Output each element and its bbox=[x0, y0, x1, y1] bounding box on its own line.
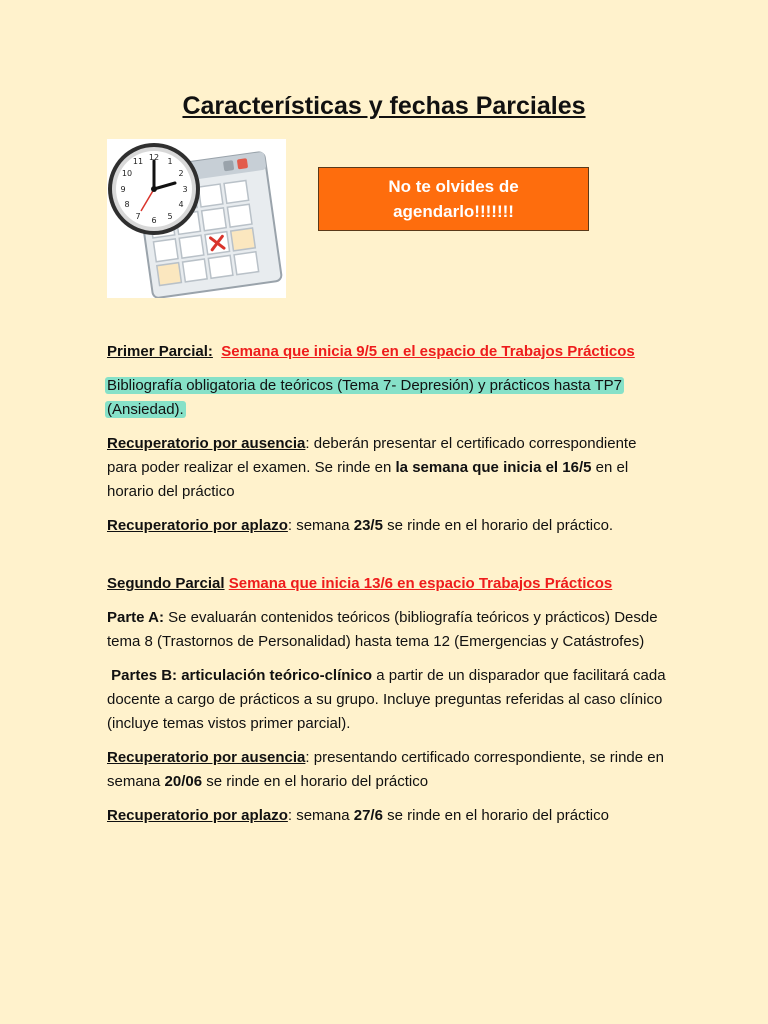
callout-line-2: agendarlo!!!!!!! bbox=[393, 202, 514, 221]
segundo-parcial-heading: Segundo Parcial Semana que inicia 13/6 en espacio Trabajos Prácticos bbox=[107, 575, 613, 592]
svg-text:12: 12 bbox=[148, 153, 160, 162]
callout-line-1: No te olvides de bbox=[388, 177, 519, 196]
reminder-callout bbox=[318, 167, 589, 231]
page-title: Características y fechas Parciales bbox=[182, 92, 586, 120]
clock-calendar-icon bbox=[107, 139, 286, 298]
svg-text:8: 8 bbox=[124, 200, 130, 209]
segundo-parte-b: Partes B: articulación teórico-clínico a partir de un disparador que facilitará cada docente a cargo de prácticos a su grupo. Incluye preguntas referidas al caso clínico (incluye temas vistos primer parcial). bbox=[107, 667, 666, 732]
svg-text:6: 6 bbox=[151, 216, 157, 225]
svg-text:10: 10 bbox=[121, 169, 133, 178]
primer-recup-ausencia: Recuperatorio por ausencia: deberán presentar el certificado correspondiente para poder realizar el examen. Se rinde en la semana que inicia el 16/5 en el horario del práctico bbox=[107, 435, 637, 500]
segundo-recup-ausencia: Recuperatorio por ausencia: presentando certificado correspondiente, se rinde en semana 20/06 se rinde en el horario del práctico bbox=[107, 749, 664, 790]
svg-text:11: 11 bbox=[132, 157, 144, 166]
segundo-parte-a: Parte A: Se evaluarán contenidos teóricos (bibliografía teóricos y prácticos) Desde tema 8 (Trastornos de Personalidad) hasta tema 12 (Emergencias y Catástrofes) bbox=[107, 609, 658, 650]
clock-calendar-clipart bbox=[107, 139, 286, 298]
svg-text:4: 4 bbox=[178, 200, 184, 209]
primer-parcial-date: Semana que inicia 9/5 en el espacio de Trabajos Prácticos bbox=[221, 343, 635, 360]
primer-parcial-heading: Primer Parcial: Semana que inicia 9/5 en el espacio de Trabajos Prácticos bbox=[107, 343, 635, 360]
svg-text:3: 3 bbox=[182, 185, 188, 194]
segundo-recup-aplazo: Recuperatorio por aplazo: semana 27/6 se rinde en el horario del práctico bbox=[107, 807, 609, 824]
svg-text:7: 7 bbox=[135, 212, 141, 221]
primer-biblio: Bibliografía obligatoria de teóricos (Tema 7- Depresión) y prácticos hasta TP7 (Ansiedad). bbox=[107, 377, 622, 418]
document-body bbox=[107, 340, 667, 828]
svg-text:2: 2 bbox=[178, 169, 184, 178]
segundo-parcial-date: Semana que inicia 13/6 en espacio Trabajos Prácticos bbox=[228, 575, 613, 592]
svg-text:9: 9 bbox=[120, 185, 126, 194]
primer-recup-aplazo: Recuperatorio por aplazo: semana 23/5 se rinde en el horario del práctico. bbox=[107, 517, 614, 534]
svg-text:5: 5 bbox=[167, 212, 173, 221]
svg-text:1: 1 bbox=[167, 157, 173, 166]
